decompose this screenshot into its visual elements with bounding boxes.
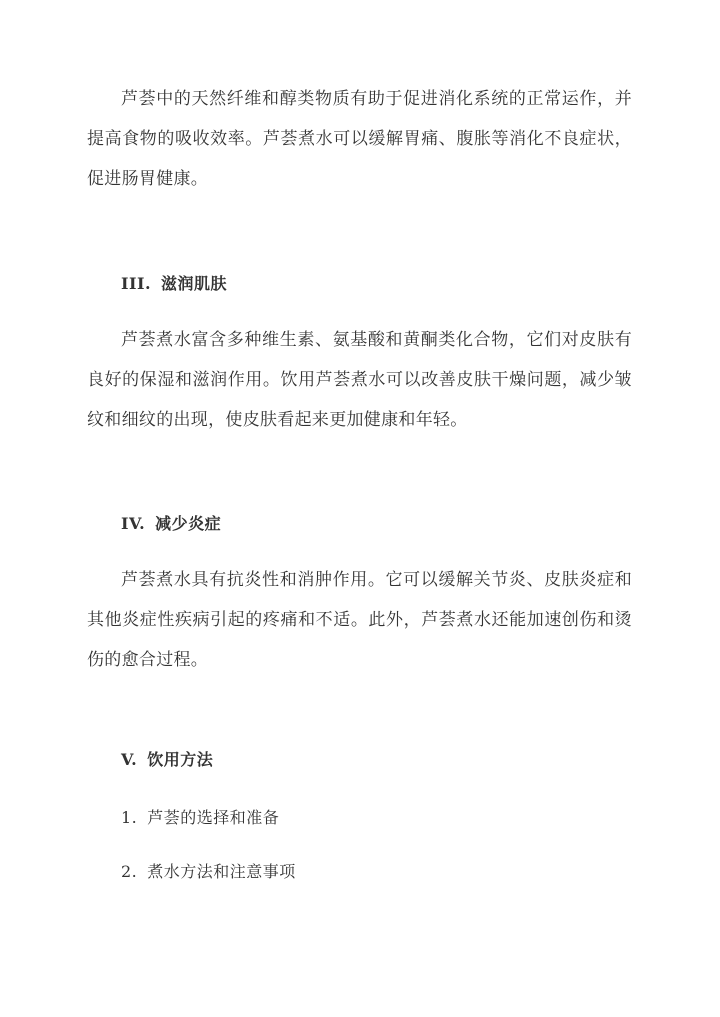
section-number: V. bbox=[121, 750, 138, 769]
section-title: 饮用方法 bbox=[147, 750, 214, 769]
list-item bbox=[121, 806, 279, 830]
section-heading-inflammation bbox=[121, 512, 221, 536]
paragraph-skin: 芦荟煮水富含多种维生素、氨基酸和黄酮类化合物，它们对皮肤有良好的保湿和滋润作用。饮用芦荟煮水可以改善皮肤干燥问题，减少皱纹和细纹的出现，使皮肤看起来更加健康和年轻。 bbox=[87, 330, 632, 430]
list-item bbox=[121, 860, 296, 884]
section-heading-skin bbox=[121, 272, 227, 296]
section-number: IV. bbox=[121, 514, 146, 533]
section-title: 减少炎症 bbox=[155, 514, 222, 533]
section-number: III. bbox=[121, 274, 152, 293]
list-item-number: 2. bbox=[121, 862, 138, 881]
list-item-text: 芦荟的选择和准备 bbox=[147, 808, 280, 827]
paragraph-inflammation: 芦荟煮水具有抗炎性和消肿作用。它可以缓解关节炎、皮肤炎症和其他炎症性疾病引起的疼痛和不适。此外，芦荟煮水还能加速创伤和烫伤的愈合过程。 bbox=[87, 570, 632, 670]
list-item-text: 煮水方法和注意事项 bbox=[147, 862, 296, 881]
section-heading-usage bbox=[121, 748, 213, 772]
list-item-number: 1. bbox=[121, 808, 138, 827]
section-title: 滋润肌肤 bbox=[161, 274, 228, 293]
paragraph-digestion: 芦荟中的天然纤维和醇类物质有助于促进消化系统的正常运作，并提高食物的吸收效率。芦荟煮水可以缓解胃痛、腹胀等消化不良症状，促进肠胃健康。 bbox=[87, 89, 632, 189]
